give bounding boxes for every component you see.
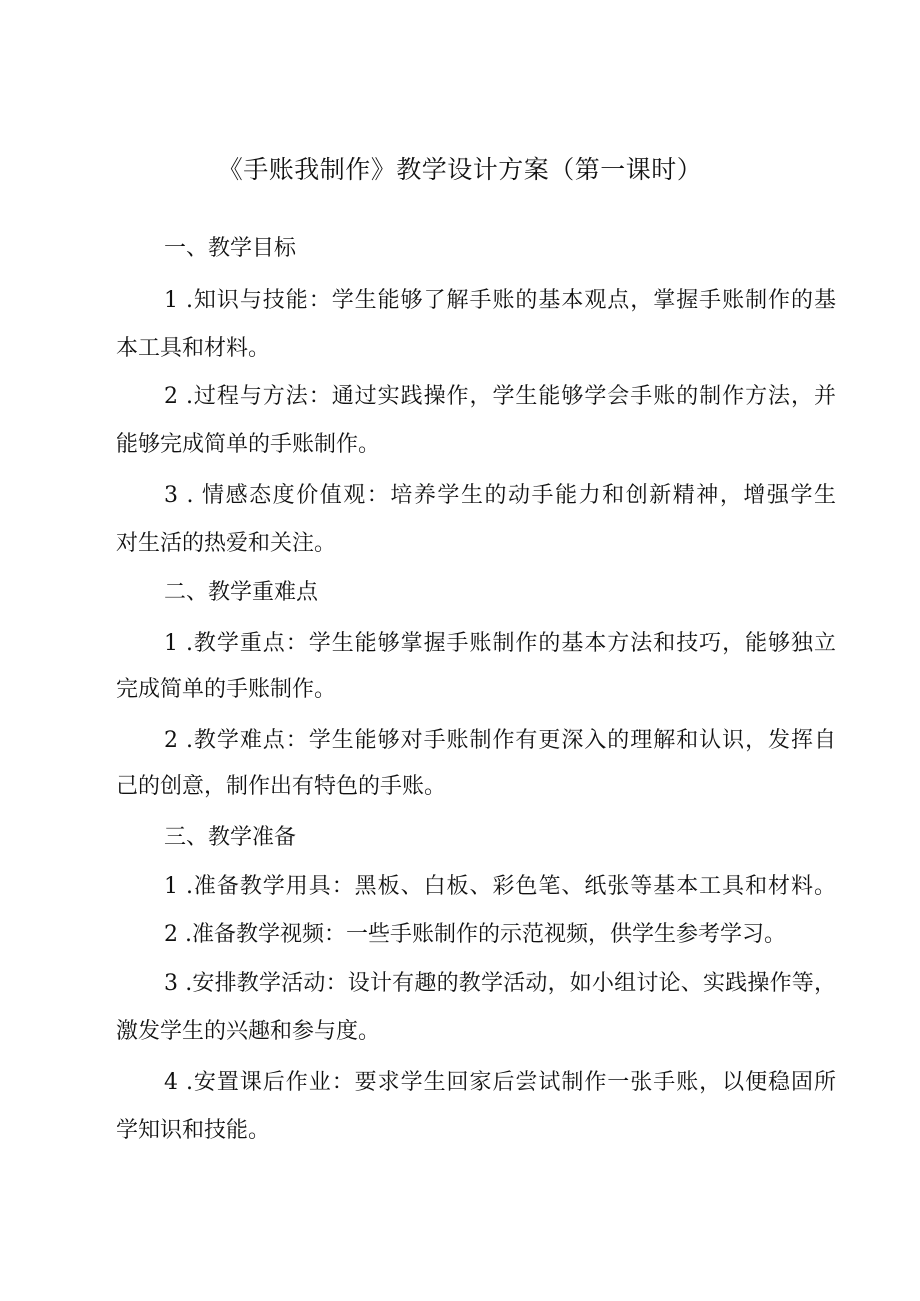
paragraph-line: 能够完成简单的手账制作。 (116, 432, 381, 457)
section-heading-objectives: 一、教学目标 (164, 236, 297, 261)
section-heading-key-points: 二、教学重难点 (164, 580, 319, 605)
paragraph-line: 1 .教学重点：学生能够掌握手账制作的基本方法和技巧，能够独立 (164, 631, 836, 656)
paragraph-line: 4 .安置课后作业：要求学生回家后尝试制作一张手账，以便稳固所 (164, 1070, 836, 1095)
paragraph-line: 2 .过程与方法：通过实践操作，学生能够学会手账的制作方法，并 (164, 384, 836, 409)
paragraph-line: 完成简单的手账制作。 (116, 677, 337, 702)
paragraph-line: 本工具和材料。 (116, 336, 271, 361)
paragraph-line: 3 . 情感态度价值观：培养学生的动手能力和创新精神，增强学生 (164, 483, 836, 508)
paragraph-line: 对生活的热爱和关注。 (116, 531, 337, 556)
paragraph-line: 2 .准备教学视频：一些手账制作的示范视频，供学生参考学习。 (164, 922, 786, 947)
paragraph-line: 己的创意，制作出有特色的手账。 (116, 774, 447, 799)
paragraph-line: 激发学生的兴趣和参与度。 (116, 1019, 381, 1044)
paragraph-line: 学知识和技能。 (116, 1118, 271, 1143)
section-heading-preparation: 三、教学准备 (164, 825, 297, 850)
paragraph-line: 2 .教学难点：学生能够对手账制作有更深入的理解和认识，发挥自 (164, 728, 836, 753)
paragraph-line: 1 .知识与技能：学生能够了解手账的基本观点，掌握手账制作的基 (164, 288, 836, 313)
paragraph-line: 1 .准备教学用具：黑板、白板、彩色笔、纸张等基本工具和材料。 (164, 874, 836, 899)
paragraph-line: 3 .安排教学活动：设计有趣的教学活动，如小组讨论、实践操作等， (164, 971, 836, 996)
document-title: 《手账我制作》教学设计方案（第一课时） (217, 155, 703, 184)
